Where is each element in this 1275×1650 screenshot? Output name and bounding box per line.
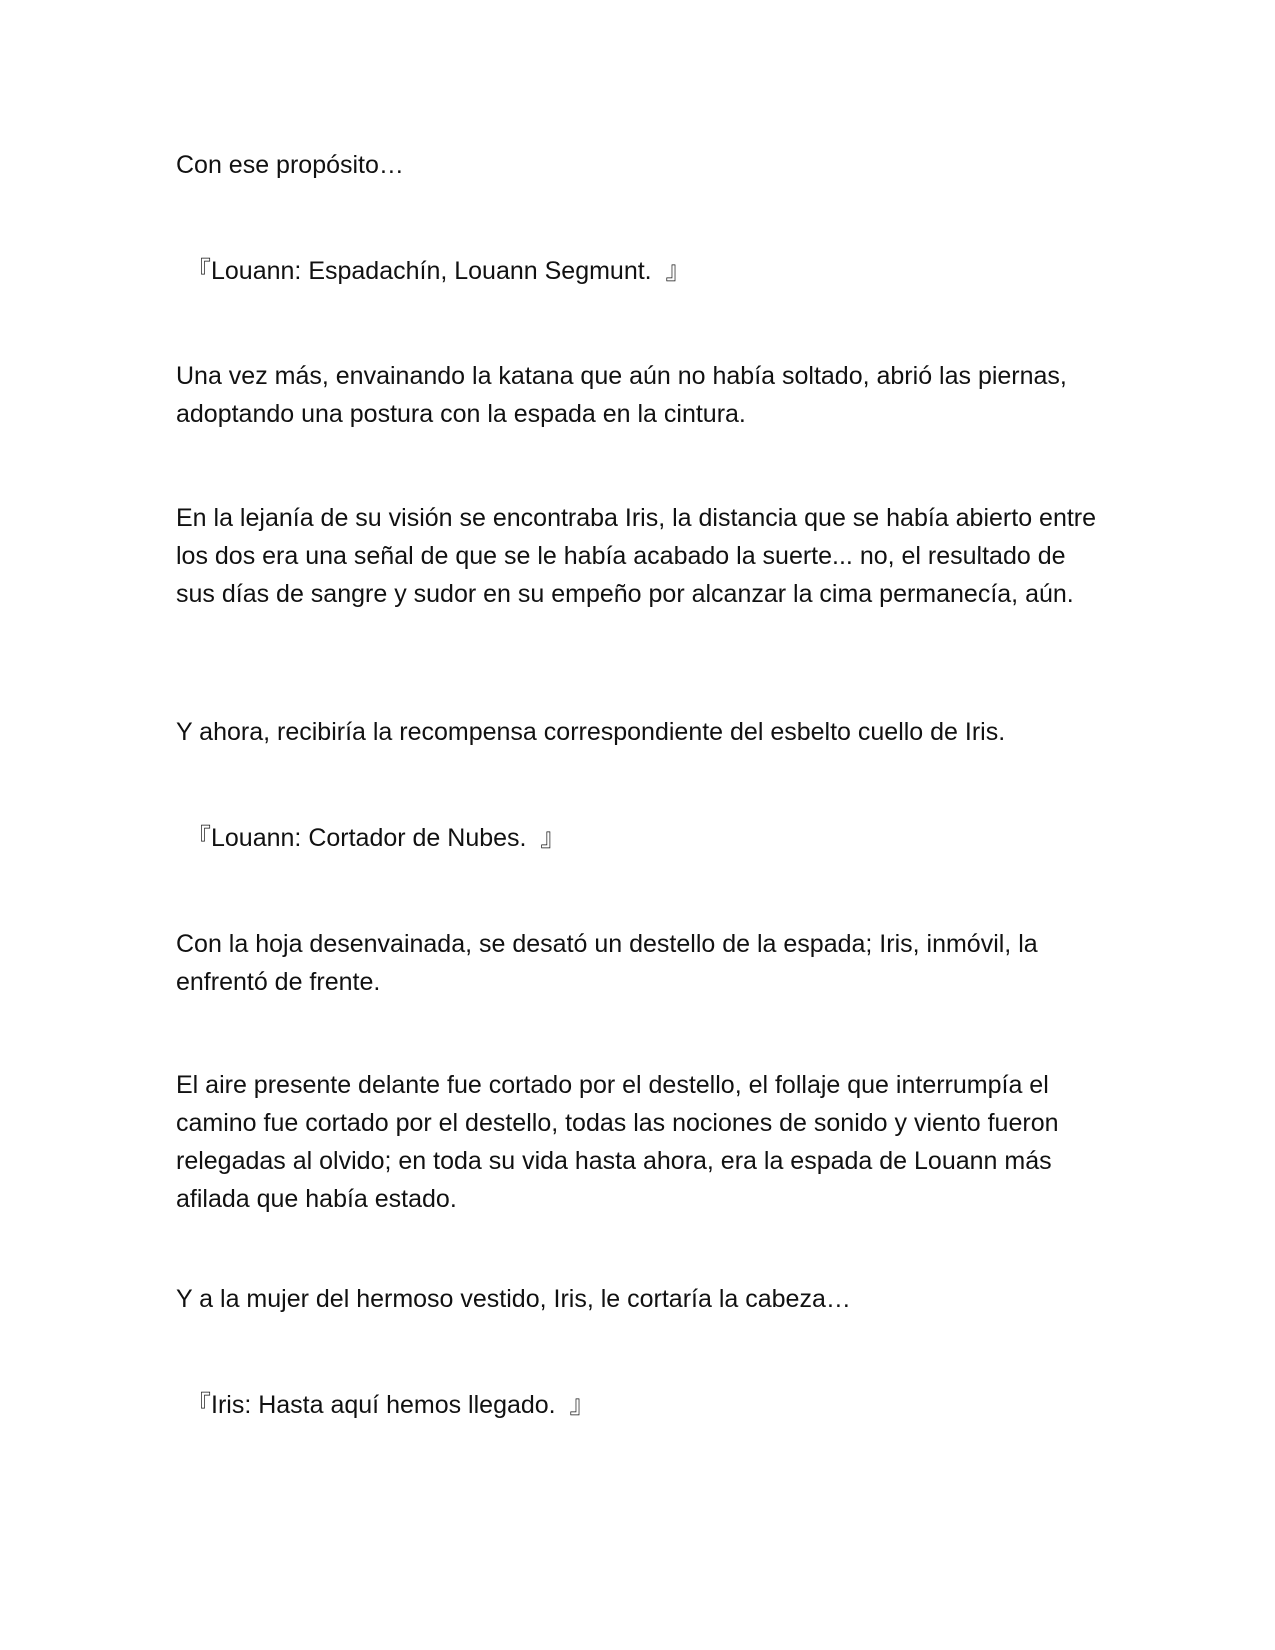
paragraph-narration: Y a la mujer del hermoso vestido, Iris, le cortaría la cabeza… (176, 1285, 851, 1313)
paragraph-narration: En la lejanía de su visión se encontraba Iris, la distancia que se había abierto entre los dos era una señal de que se le había acabado la suerte... no, el resultado de sus días de sangre y sudor en su empeño por alcanzar la cima permanecía, aún. (176, 504, 1097, 608)
paragraph-narration: Una vez más, envainando la katana que aún no había soltado, abrió las piernas, adoptando una postura con la espada en la cintura. (176, 362, 1067, 428)
paragraph-narration: Y ahora, recibiría la recompensa correspondiente del esbelto cuello de Iris. (176, 718, 1006, 746)
paragraph-dialogue-iris: 『Iris: Hasta aquí hemos llegado. 』 (186, 1391, 595, 1419)
paragraph-narration: Con la hoja desenvainada, se desató un destello de la espada; Iris, inmóvil, la enfrentó de frente. (176, 930, 1038, 996)
paragraph-narration: Con ese propósito… (176, 151, 404, 179)
paragraph-narration: El aire presente delante fue cortado por el destello, el follaje que interrumpía el camino fue cortado por el destello, todas las nociones de sonido y viento fueron relegadas al olvido; en toda su vida hasta ahora, era la espada de Louann más afilada que había estado. (176, 1071, 1059, 1213)
paragraph-dialogue-louann: 『Louann: Cortador de Nubes. 』 (186, 824, 566, 852)
paragraph-dialogue-louann: 『Louann: Espadachín, Louann Segmunt. 』 (186, 257, 691, 285)
